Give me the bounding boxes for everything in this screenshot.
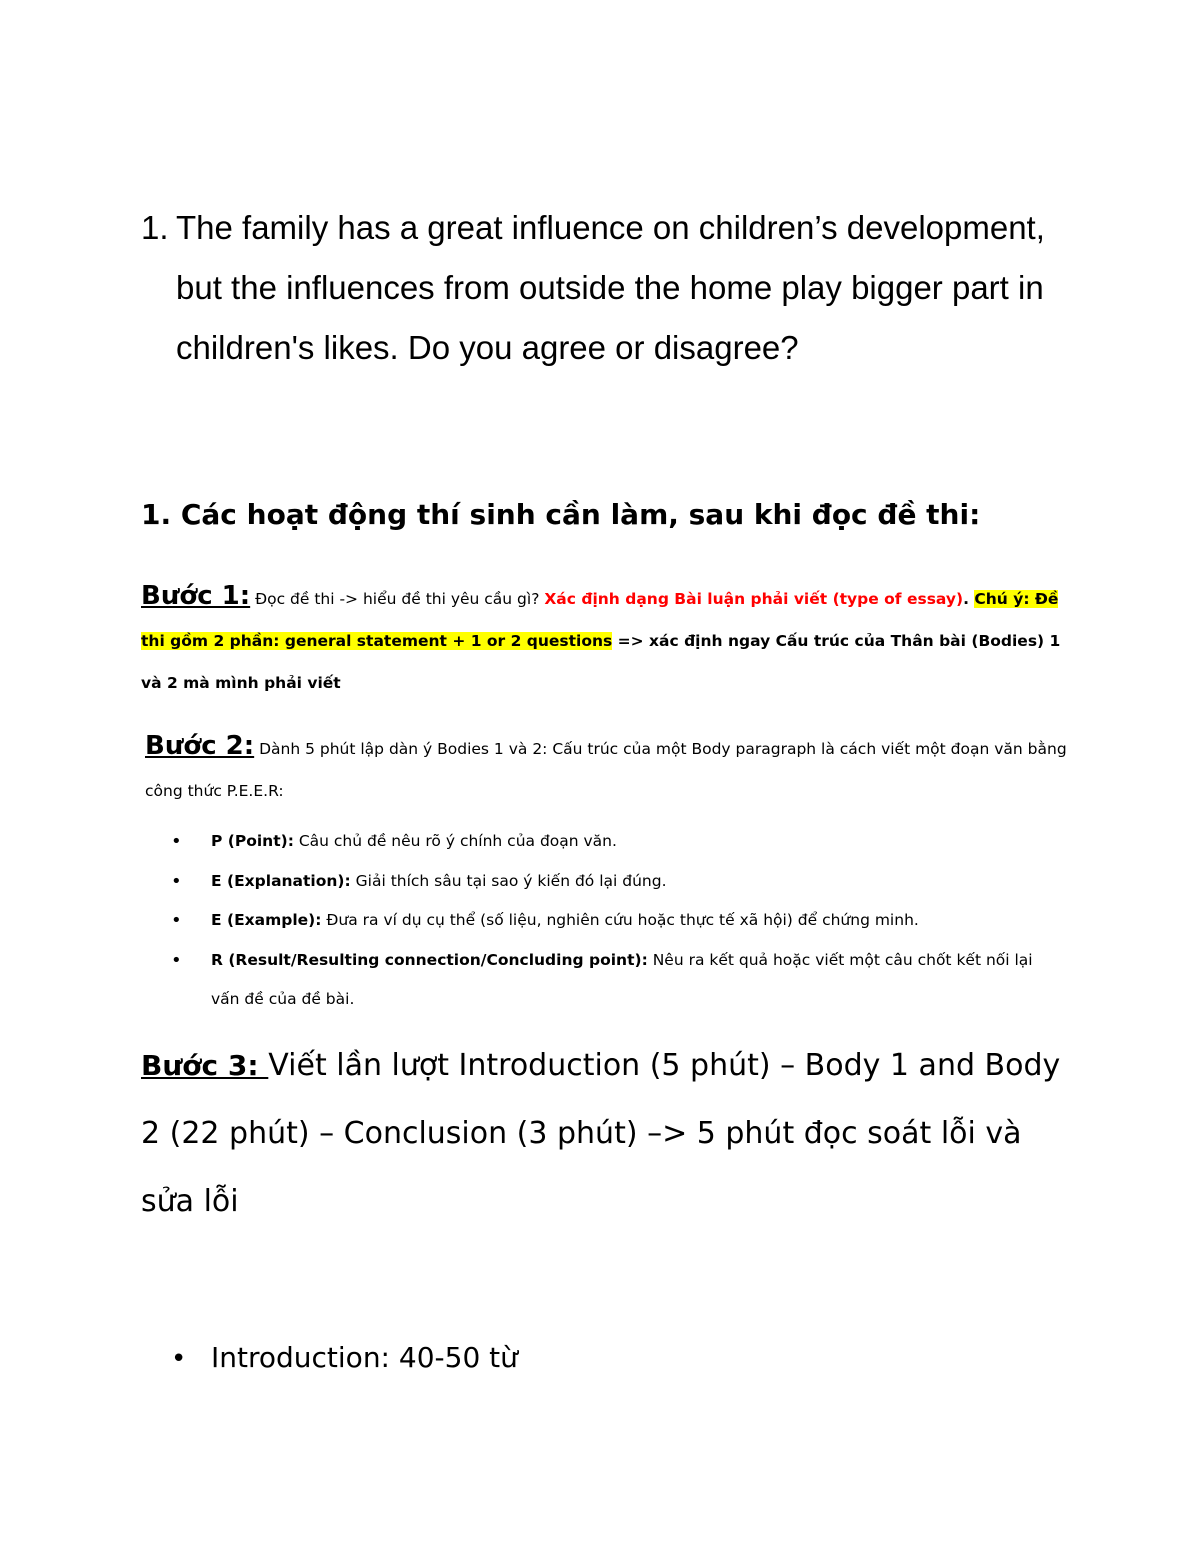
bullet-icon: • xyxy=(171,1344,187,1374)
list-item xyxy=(141,901,1041,941)
step-2-paragraph xyxy=(145,725,1080,812)
peer-term: E (Explanation): xyxy=(211,871,351,890)
introduction-text: Introduction: 40-50 từ xyxy=(211,1341,518,1374)
peer-term: P (Point): xyxy=(211,832,294,850)
peer-desc: Giải thích sâu tại sao ý kiến đó lại đúng. xyxy=(350,871,667,890)
peer-list xyxy=(141,822,1041,1020)
step-1-note-highlight: Chú ý: Đề thi gồm 2 phần: general statement + 1 or 2 questions xyxy=(141,590,1059,650)
step-3-label: Bước 3: xyxy=(141,1049,269,1082)
question-number: 1. xyxy=(141,209,169,246)
step-1-structure-note: => xác định ngay Cấu trúc của Thân bài (Bodies) 1 và 2 mà mình phải viết xyxy=(141,632,1061,692)
list-item xyxy=(141,941,1041,1020)
step-1-essay-type: Xác định dạng Bài luận phải viết (type of essay) xyxy=(544,590,964,608)
step-1-paragraph xyxy=(141,575,1076,704)
step-3-text: Viết lần lượt Introduction (5 phút) – Body 1 and Body 2 (22 phút) – Conclusion (3 phút) –> 5 phút đọc soát lỗi và sửa lỗi xyxy=(141,1048,1061,1219)
introduction-bullet xyxy=(171,1330,518,1387)
list-item xyxy=(141,822,1041,862)
peer-desc: Đưa ra ví dụ cụ thể (số liệu, nghiên cứu hoặc thực tế xã hội) để chứng minh. xyxy=(321,911,919,929)
peer-desc: Câu chủ đề nêu rõ ý chính của đoạn văn. xyxy=(293,832,617,850)
step-2-text: Dành 5 phút lập dàn ý Bodies 1 và 2: Cấu trúc của một Body paragraph là cách viết một đoạn văn bằng công thức P.E.E.R: xyxy=(145,740,1067,800)
question-text: The family has a great influence on children’s development, but the influences from outside the home play bigger part in children's likes. Do you agree or disagree? xyxy=(176,209,1045,366)
bullet-icon: • xyxy=(171,870,182,892)
section-heading: 1. Các hoạt động thí sinh cần làm, sau khi đọc đề thi: xyxy=(141,498,981,531)
bullet-icon: • xyxy=(171,910,182,931)
list-item xyxy=(141,862,1041,902)
bullet-icon: • xyxy=(171,949,182,971)
step-2-label: Bước 2: xyxy=(145,731,255,761)
step-1-text: Đọc đề thi -> hiểu đề thi yêu cầu gì? xyxy=(250,590,545,608)
step-1-separator: . xyxy=(963,590,975,608)
peer-term: E (Example): xyxy=(211,911,322,929)
essay-question xyxy=(141,198,1061,378)
bullet-icon: • xyxy=(171,831,182,852)
step-3-paragraph xyxy=(141,1032,1076,1236)
peer-term: R (Result/Resulting connection/Concluding point): xyxy=(211,950,648,969)
step-1-label: Bước 1: xyxy=(141,581,251,611)
peer-desc: Nêu ra kết quả hoặc viết một câu chốt kết nối lại vấn đề của đề bài. xyxy=(211,950,1033,1008)
